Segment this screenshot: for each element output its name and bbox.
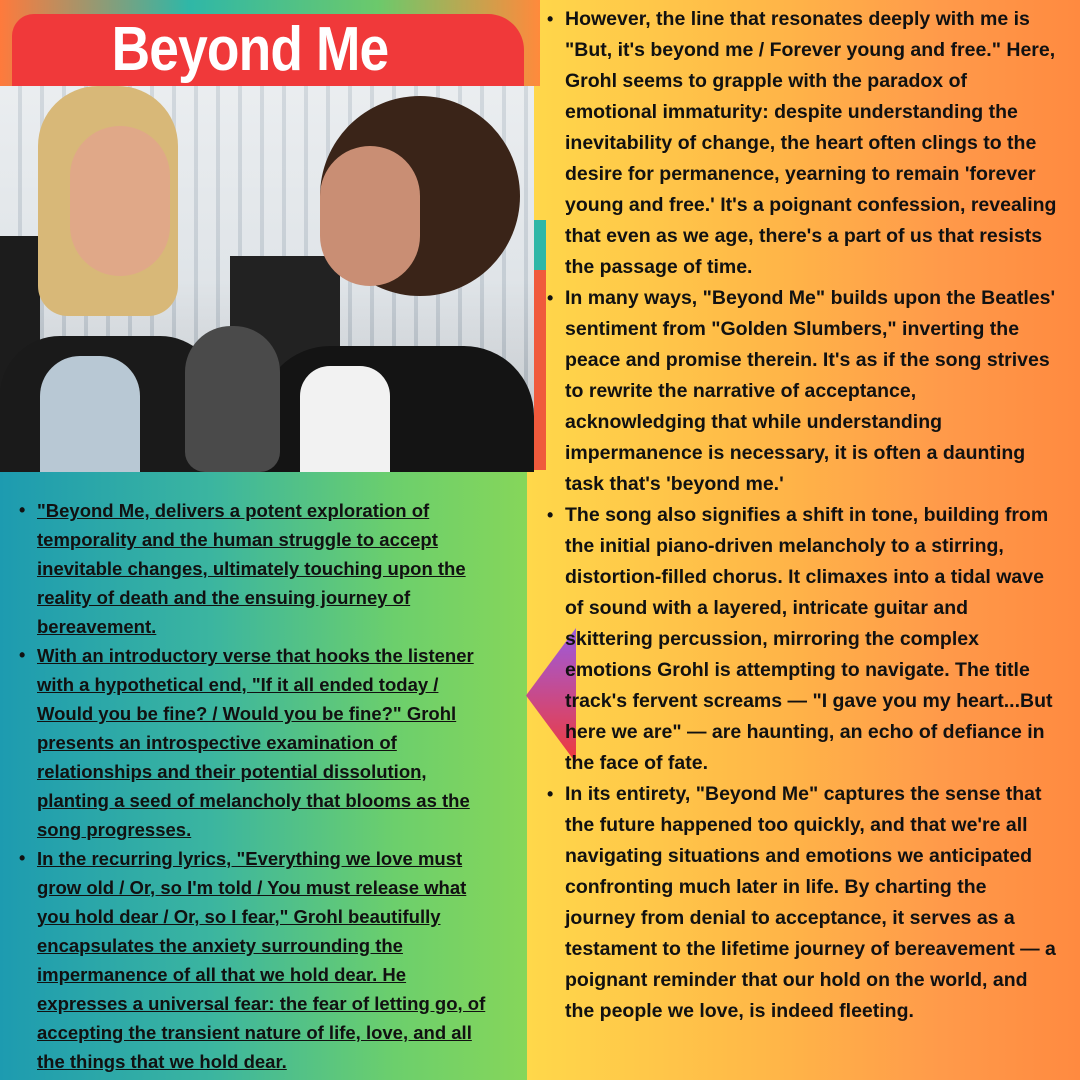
- list-item-text: In the recurring lyrics, "Everything we love must grow old / Or, so I'm told / You must release what you hold dear / Or, so I fear," Grohl beautifully encapsulates the anxiety surrounding the impermanence of all that we hold dear. He expresses a universal fear: the fear of letting go, of accepting the transient nature of life, love, and all the things that we hold dear.: [37, 848, 486, 1072]
- bullet-icon: •: [19, 848, 26, 868]
- list-item: [547, 779, 1060, 1027]
- list-item-text: However, the line that resonates deeply with me is "But, it's beyond me / Forever young and free." Here, Grohl seems to grapple with the paradox of emotional immaturity: despite understanding the inevitability of change, the heart often clings to the desire for permanence, yearning to remain 'forever young and free.' It's a poignant confession, revealing that even as we age, there's a part of us that resists the passage of time.: [565, 8, 1057, 278]
- person-right-face: [320, 146, 420, 286]
- list-item: [19, 496, 497, 641]
- bullet-icon: •: [547, 505, 554, 525]
- microphone: [185, 326, 280, 472]
- right-bullet-list: [547, 4, 1060, 1027]
- bullet-icon: •: [547, 288, 554, 308]
- bullet-icon: •: [547, 784, 554, 804]
- list-item: [547, 4, 1060, 283]
- interview-photo: [0, 86, 534, 472]
- list-item-text: The song also signifies a shift in tone, building from the initial piano-driven melancholy to a stirring, distortion-filled chorus. It climaxes into a tidal wave of sound with a layered, intricate guitar and skittering percussion, mirroring the complex emotions Grohl is attempting to navigate. The title track's fervent screams — "I gave you my heart...But here we are" — are haunting, an echo of defiance in the face of fate.: [565, 504, 1053, 774]
- left-bullet-list: [19, 496, 497, 1076]
- list-item-text: In many ways, "Beyond Me" builds upon the Beatles' sentiment from "Golden Slumbers," inverting the peace and promise therein. It's as if the song strives to rewrite the narrative of acceptance, acknowledging that while understanding impermanence is necessary, it is often a daunting task that's 'beyond me.': [565, 287, 1056, 495]
- list-item: [547, 283, 1060, 500]
- list-item: [19, 844, 497, 1076]
- list-item-text: "Beyond Me, delivers a potent exploration of temporality and the human struggle to accept inevitable changes, ultimately touching upon the reality of death and the ensuing journey of bereavement.: [37, 500, 466, 637]
- list-item: [19, 641, 497, 844]
- list-item-text: In its entirety, "Beyond Me" captures the sense that the future happened too quickly, and that we're all navigating situations and emotions we anticipated confronting much later in life. By charting the journey from denial to acceptance, it serves as a testament to the lifetime journey of bereavement — a poignant reminder that our hold on the world, and the people we love, is indeed fleeting.: [565, 783, 1056, 1022]
- person-left-face: [70, 126, 170, 276]
- page-title: Beyond Me: [111, 15, 389, 84]
- accent-bar-red: [534, 270, 546, 470]
- person-left-shirt: [40, 356, 140, 472]
- list-item: [547, 500, 1060, 779]
- person-right-shirt: [300, 366, 390, 472]
- bullet-icon: •: [19, 500, 26, 520]
- list-item-text: With an introductory verse that hooks the listener with a hypothetical end, "If it all ended today / Would you be fine? / Would you be fine?" Grohl presents an introspective examination of relationships and their potential dissolution, planting a seed of melancholy that blooms as the song progresses.: [37, 645, 474, 840]
- bullet-icon: •: [547, 9, 554, 29]
- bullet-icon: •: [19, 645, 26, 665]
